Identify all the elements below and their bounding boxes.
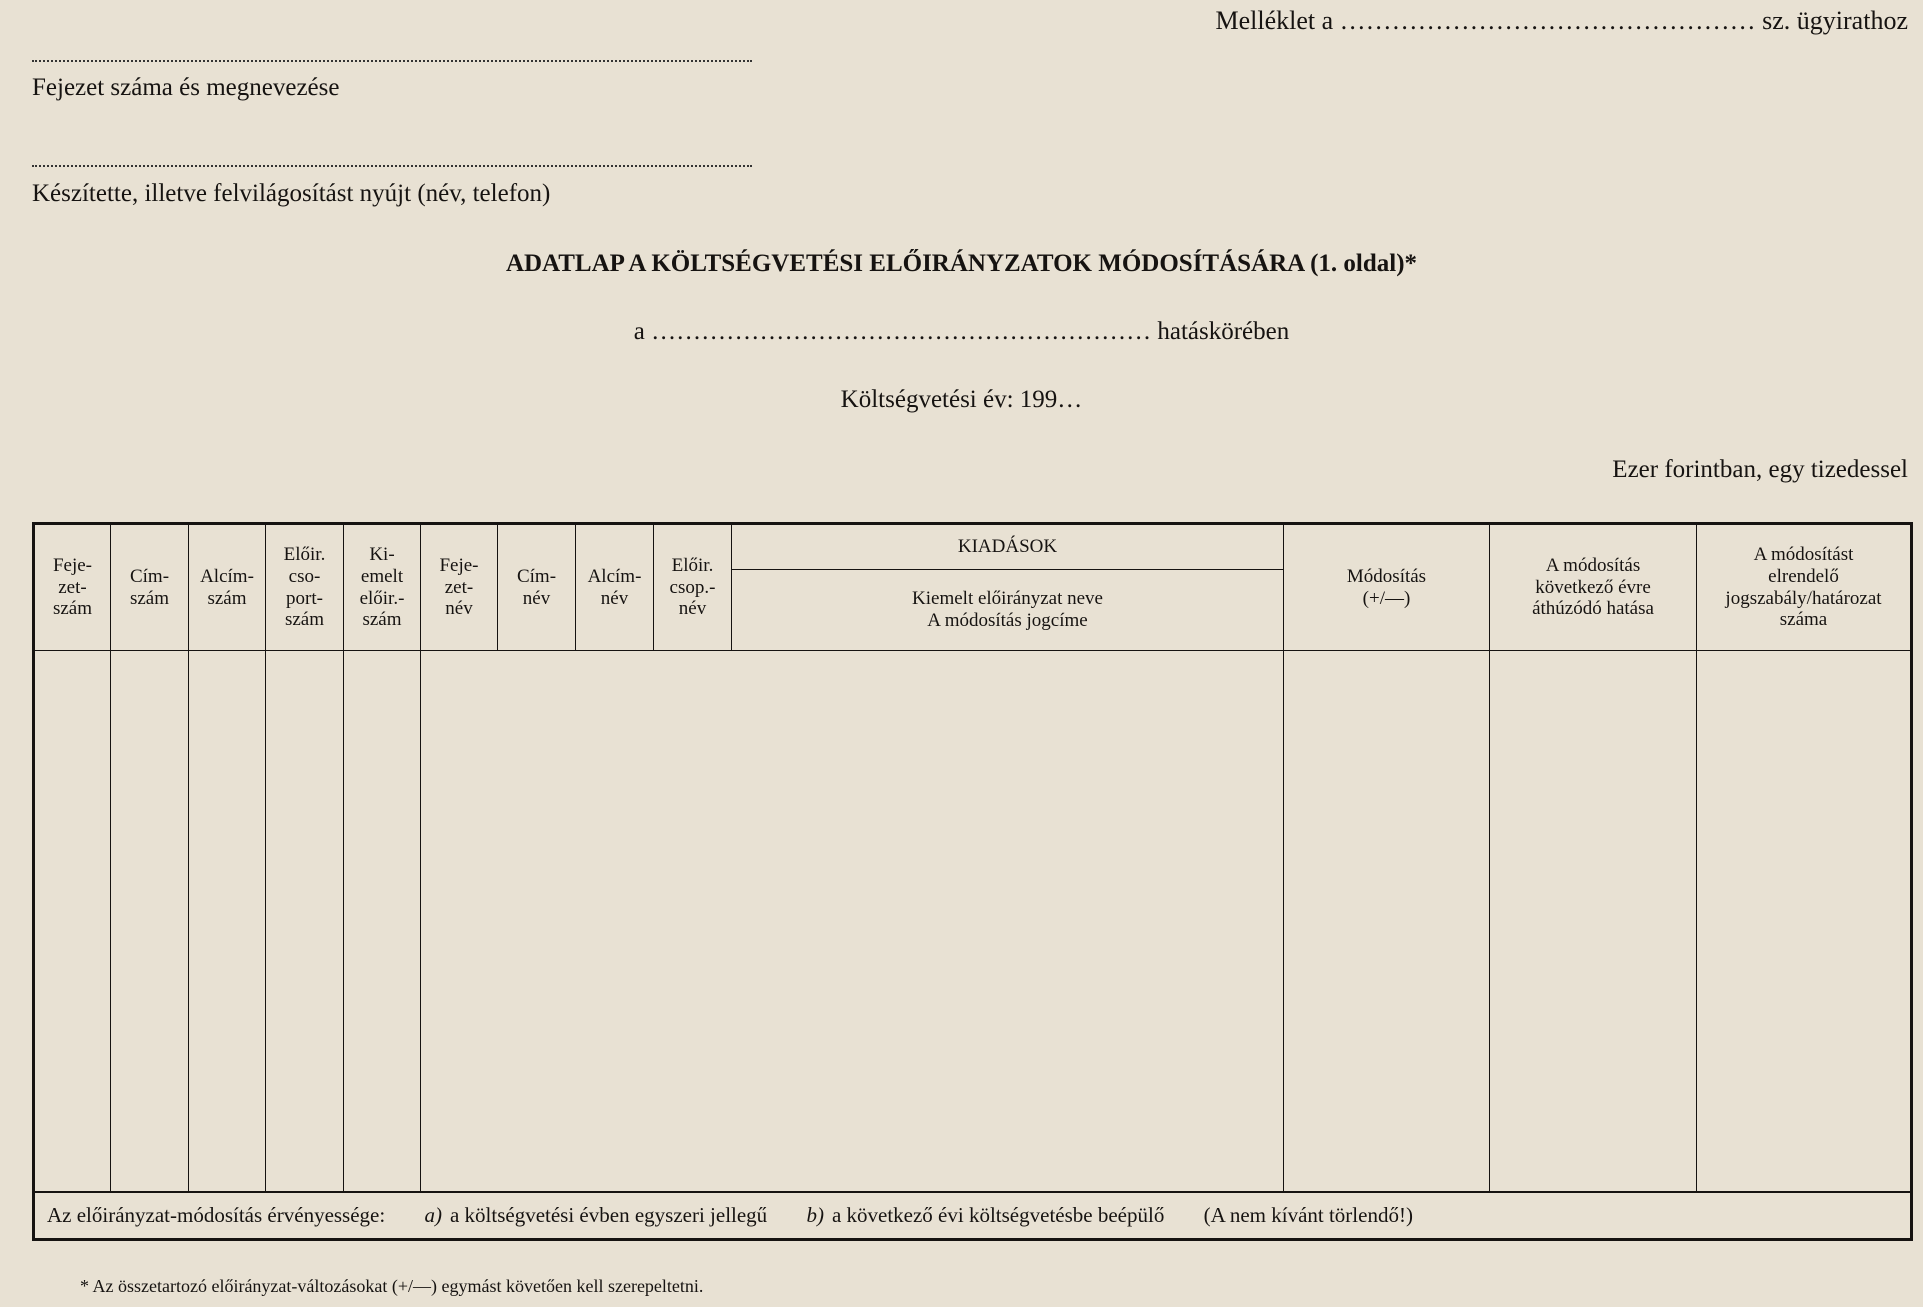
melleklet-line: Melléklet a ………………………………………… sz. ügyirathoz [1215, 6, 1908, 35]
col-eloir-csop-nev: Előir. csop.- név [654, 524, 732, 651]
col-kiadasok: KIADÁSOK [732, 524, 1284, 570]
hataskor-line: a …………………………………………………… hatáskörében [633, 318, 1290, 345]
cell-athuzodo-hatas[interactable] [1490, 651, 1697, 1193]
cell-modositas[interactable] [1284, 651, 1490, 1193]
col-modositas: Módosítás (+/—) [1284, 524, 1490, 651]
cell-names-block[interactable] [421, 651, 1284, 1193]
option-a-text: a költségvetési évben egyszeri jellegű [449, 1203, 768, 1228]
validity-option-a[interactable] [424, 1203, 767, 1227]
cell-elrendelo-jogszabaly[interactable] [1697, 651, 1912, 1193]
col-alcim-nev: Alcím- név [576, 524, 654, 651]
fejezet-label: Fejezet száma és megnevezése [32, 74, 340, 101]
col-kiemelt-eloir-szam: Ki- emelt előir.- szám [344, 524, 421, 651]
col-athuzodo-hatas: A módosítás következő évre áthúzódó hatása [1490, 524, 1697, 651]
option-b-text: a következő évi költségvetésbe beépülő [831, 1203, 1165, 1228]
cell-cim-szam[interactable] [111, 651, 189, 1193]
fejezet-fill-line[interactable] [32, 40, 752, 62]
col-fejezet-szam: Feje- zet- szám [34, 524, 111, 651]
modification-table [32, 522, 1913, 1241]
keszitette-label: Készítette, illetve felvilágosítást nyújt (név, telefon) [32, 180, 551, 207]
validity-note: (A nem kívánt törlendő!) [1203, 1203, 1413, 1228]
col-alcim-szam: Alcím- szám [189, 524, 266, 651]
cell-fejezet-szam[interactable] [34, 651, 111, 1193]
koltsegvetesi-ev: Költségvetési év: 199… [840, 386, 1083, 413]
validity-label: Az előirányzat-módosítás érvényessége: [47, 1203, 386, 1228]
validity-option-b[interactable] [806, 1203, 1164, 1227]
cell-eloir-csoport-szam[interactable] [266, 651, 344, 1193]
keszitette-fill-line[interactable] [32, 145, 752, 167]
cell-kiemelt-eloir-szam[interactable] [344, 651, 421, 1193]
unit-note: Ezer forintban, egy tizedessel [1612, 456, 1908, 483]
validity-row [34, 1192, 1912, 1240]
footnote: * Az összetartozó előirányzat-változásokat (+/—) egymást követően kell szerepeltetni. [80, 1276, 704, 1296]
col-eloir-csoport-szam: Előir. cso- port- szám [266, 524, 344, 651]
col-cim-szam: Cím- szám [111, 524, 189, 651]
option-b-mark: b) [806, 1203, 824, 1228]
col-kiemelt-eloiranyzat-nev: Kiemelt előirányzat neve A módosítás jogcíme [732, 570, 1284, 651]
cell-alcim-szam[interactable] [189, 651, 266, 1193]
col-elrendelo-jogszabaly: A módosítást elrendelő jogszabály/határozat száma [1697, 524, 1912, 651]
col-cim-nev: Cím- név [498, 524, 576, 651]
option-a-mark: a) [424, 1203, 442, 1228]
form-title: ADATLAP A KÖLTSÉGVETÉSI ELŐIRÁNYZATOK MÓDOSÍTÁSÁRA (1. oldal)* [505, 250, 1418, 277]
col-fejezet-nev: Feje- zet- név [421, 524, 498, 651]
